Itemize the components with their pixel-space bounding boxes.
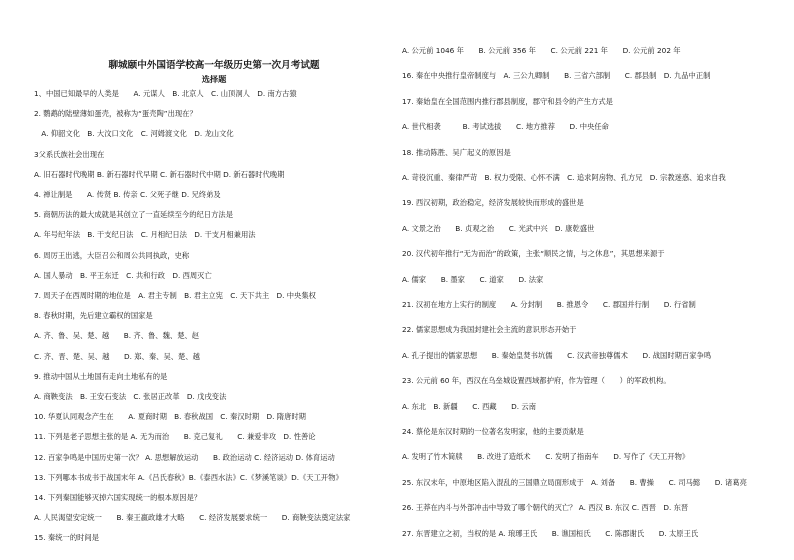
exam-title: 聊城颐中外国语学校高一年级历史第一次月考试题	[108, 60, 320, 71]
question-line: A. 商鞅变法 B. 王安石变法 C. 张居正改革 D. 戊戌变法	[34, 392, 227, 401]
question-line: 16. 秦在中央推行皇帝制度与 A. 三公九卿制 B. 三省六部制 C. 郡县制 D. 九品中正制	[402, 71, 711, 81]
question-line: A. 苛役沉重、秦律严苛 B. 权力受限、心怀不满 C. 追求阿房物、孔方兄 D. 宗教迷惑、追求自我	[402, 173, 726, 182]
question-line: 27. 东晋建立之初，当权的是 A. 琅琊王氏 B. 谯国桓氏 C. 陈郡谢氏 D. 太原王氏	[402, 528, 699, 538]
question-line: 25. 东汉末年，中原地区陷入混乱的三国鼎立局面形成于 A. 刘备 B. 曹操 C. 司马懿 D. 诸葛亮	[402, 477, 747, 487]
question-line: 26. 王莽在内斗与外部冲击中导致了哪个朝代的灭亡？ A. 西汉 B. 东汉 C. 西晋 D. 东晋	[402, 503, 689, 513]
left-column	[34, 0, 394, 560]
question-line: 24. 蔡伦是东汉时期的一位著名发明家，他的主要贡献是	[402, 427, 584, 436]
section-heading: 选择题	[201, 74, 227, 84]
question-line: A. 仰韶文化 B. 大汶口文化 C. 河姆渡文化 D. 龙山文化	[34, 129, 234, 139]
question-line: A. 东北 B. 新疆 C. 西藏 D. 云南	[402, 401, 536, 411]
question-line: 4. 禅让制是 A. 传贤 B. 传亲 C. 父死子继 D. 兄终弟及	[34, 190, 221, 199]
question-line: A. 公元前 1046 年 B. 公元前 356 年 C. 公元前 221 年 D. 公元前 202 年	[402, 46, 681, 55]
question-line: 6. 周厉王出逃，大臣召公和周公共同执政，史称	[34, 250, 190, 260]
question-line: 2. 鹦鹉的陆壁薄如蛋壳，被称为“蛋壳陶”出现在？	[34, 109, 197, 119]
question-line: 15. 秦统一的时间是	[34, 533, 100, 543]
question-line: 20. 汉代初年推行“无为而治”的政策，主张“顺民之情，与之休息”，其思想来源于	[402, 249, 665, 259]
question-line: A. 发明了竹木简牍 B. 改进了造纸术 C. 发明了指南车 D. 写作了《天工开物》	[402, 452, 690, 462]
question-line: 8. 春秋时期，先后建立霸权的国家是	[34, 311, 153, 321]
question-line: 12. 百家争鸣是中国历史第一次？ A. 思想解放运动 B. 政治运动 C. 经济运动 D. 体育运动	[34, 452, 335, 462]
question-line: A. 文景之治 B. 贞观之治 C. 光武中兴 D. 康乾盛世	[402, 223, 595, 233]
question-line: 19. 西汉初期，政治稳定，经济发展较快而形成的盛世是	[402, 198, 584, 208]
question-line: 21. 汉初在地方上实行的制度 A. 分封制 B. 推恩令 C. 郡国并行制 D. 行省制	[402, 300, 696, 309]
question-line: 7. 周天子在西周时期的地位是 A. 君主专制 B. 君主立宪 C. 天下共主 D. 中央集权	[34, 291, 316, 300]
right-column	[402, 0, 764, 560]
question-line: 18. 推动陈胜、吴广起义的原因是	[402, 147, 511, 157]
question-line: A. 国人暴动 B. 平王东迁 C. 共和行政 D. 西周灭亡	[34, 270, 212, 280]
question-line: A. 孔子提出的儒家思想 B. 秦始皇焚书坑儒 C. 汉武帝独尊儒术 D. 战国时期百家争鸣	[402, 350, 712, 360]
question-line: 10. 华夏认同观念产生在 A. 夏商时期 B. 春秋战国 C. 秦汉时期 D. 隋唐时期	[34, 412, 306, 422]
question-line: 14. 下列秦国能够灭掉六国实现统一的根本原因是？	[34, 493, 202, 502]
question-line: 3父系氏族社会出现在	[34, 149, 105, 159]
question-line: 11. 下列是老子思想主张的是 A. 无为而治 B. 克己复礼 C. 兼爱非攻 D. 性善论	[34, 432, 316, 442]
question-line: 17. 秦始皇在全国范围内推行郡县制度，郡守和县令的产生方式是	[402, 96, 613, 106]
question-line: A. 齐、鲁、吴、楚、越 B. 齐、鲁、魏、楚、赵	[34, 331, 200, 341]
question-line: A. 旧石器时代晚期 B. 新石器时代早期 C. 新石器时代中期 D. 新石器时代晚期	[34, 169, 285, 179]
question-line: 1、中国已知最早的人类是 A. 元谋人 B. 北京人 C. 山顶洞人 D. 南方古猿	[34, 89, 297, 98]
question-line: 5. 商朝历法的最大成就是其创立了一直延续至今的纪日方法是	[34, 210, 233, 220]
question-line: A. 世代相袭 B. 考试选拔 C. 地方推荐 D. 中央任命	[402, 122, 609, 132]
question-line: C. 齐、晋、楚、吴、越 D. 郑、秦、吴、楚、越	[34, 351, 200, 361]
question-line: 13. 下列哪本书成书于战国末年 A.《吕氏春秋》B.《泰西水法》C.《梦溪笔谈》D.《天工开物》	[34, 472, 343, 482]
question-line: 23. 公元前 60 年，西汉在乌垒城设置西域都护府，作为管理（ ）的军政机构。	[402, 376, 671, 386]
question-line: 22. 儒家思想成为我国封建社会主流的意识形态开始于	[402, 325, 577, 335]
question-line: A. 儒家 B. 墨家 C. 道家 D. 法家	[402, 274, 544, 284]
question-line: A. 人民渴望安定统一 B. 秦王嬴政雄才大略 C. 经济发展要求统一 D. 商鞅变法奠定法家	[34, 513, 351, 523]
question-line: A. 年号纪年法 B. 干支纪日法 C. 月相纪日法 D. 干支月相兼用法	[34, 230, 256, 240]
question-line: 9. 推动中国从土地国有走向土地私有的是	[34, 371, 168, 381]
